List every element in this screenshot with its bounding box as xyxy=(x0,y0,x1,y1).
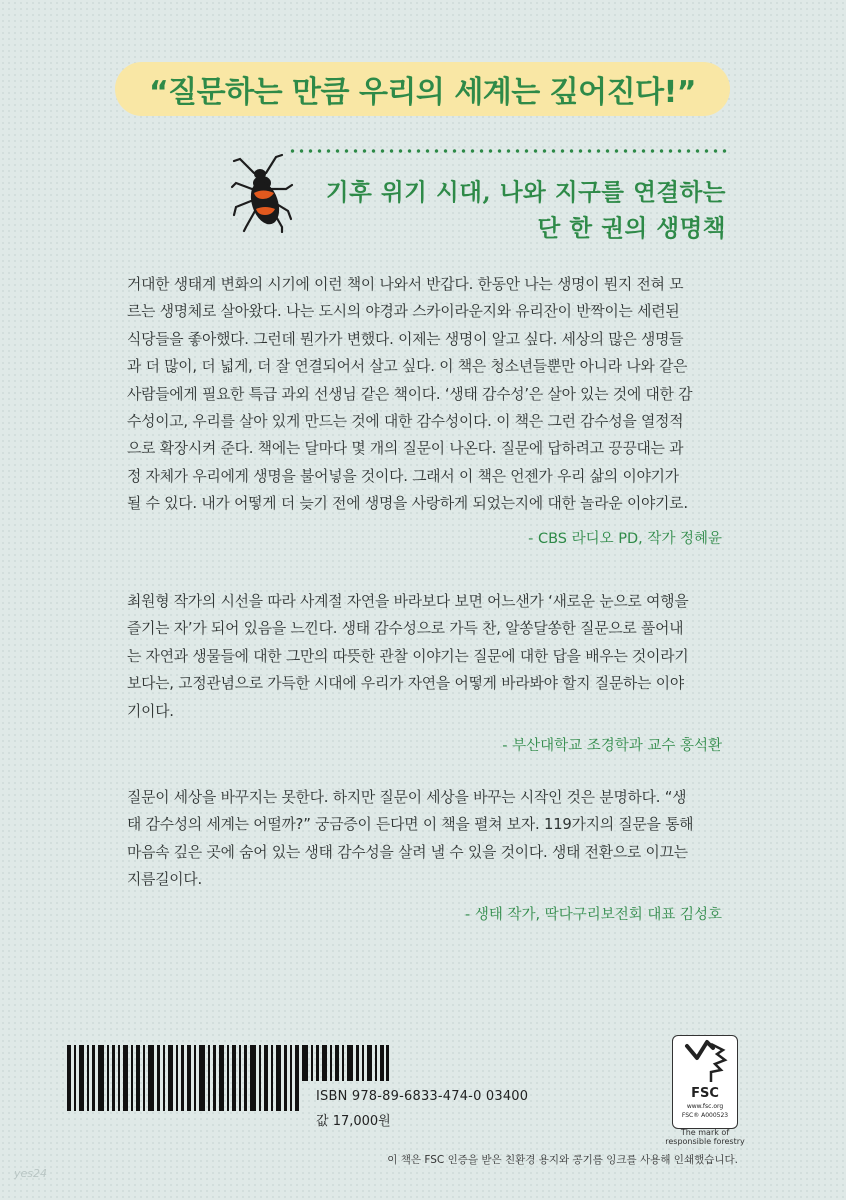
review-line: 태 감수성의 세계는 어떨까?” 궁금증이 든다면 이 책을 펼쳐 보자. 119가지의 질문을 통해 xyxy=(127,816,694,834)
review-line: 질문이 세상을 바꾸지는 못한다. 하지만 질문이 세상을 바꾸는 시작인 것은 분명하다. “생 xyxy=(127,789,687,806)
review-line: 과 더 많이, 더 넓게, 더 잘 연결되어서 살고 싶다. 이 책은 청소년들뿐만 아니라 나와 같은 xyxy=(127,358,688,376)
review-3-body xyxy=(127,784,723,894)
fsc-logo xyxy=(672,1035,738,1129)
review-line: 수성이고, 우리를 살아 있게 만드는 것에 대한 감수성이다. 이 책은 그런 감수성을 열정적 xyxy=(127,413,684,431)
fsc-tree-icon xyxy=(673,1036,737,1088)
review-line: 르는 생명체로 살아왔다. 나는 도시의 야경과 스카이라운지와 유리잔이 반짝이는 세련된 xyxy=(127,303,680,321)
dotted-divider xyxy=(288,149,728,153)
review-line: 거대한 생태계 변화의 시기에 이런 책이 나와서 반갑다. 한동안 나는 생명이 뭔지 전혀 모 xyxy=(127,276,684,293)
quote-text: “질문하는 만큼 우리의 세계는 깊어진다!” xyxy=(148,75,697,110)
quote-banner xyxy=(115,62,730,116)
footer-note: 이 책은 FSC 인증을 받은 친환경 용지와 콩기름 잉크를 사용해 인쇄했습니다. xyxy=(387,1154,738,1166)
review-1-attribution: - CBS 라디오 PD, 작가 정혜윤 xyxy=(528,531,722,547)
subheading xyxy=(326,174,726,246)
review-line: 기이다. xyxy=(127,702,174,720)
fsc-caption-line-1: The mark of xyxy=(680,1128,730,1137)
review-line: 지름길이다. xyxy=(127,871,202,889)
review-line: 최원형 작가의 시선을 따라 사계절 자연을 바라보다 보면 어느샌가 ‘새로운 눈으로 여행을 xyxy=(127,593,689,610)
review-line: 사람들에게 필요한 특급 과외 선생님 같은 책이다. ‘생태 감수성’은 살아 있는 것에 대한 감 xyxy=(127,385,693,403)
review-1-body xyxy=(127,271,723,518)
isbn-text: ISBN 978-89-6833-474-0 03400 xyxy=(316,1089,529,1104)
fsc-caption xyxy=(660,1128,750,1146)
beetle-icon xyxy=(230,153,294,233)
review-line: 으로 확장시켜 준다. 책에는 달마다 몇 개의 질문이 나온다. 질문에 답하려고 끙끙대는 과 xyxy=(127,440,684,458)
subheading-line-2: 단 한 권의 생명책 xyxy=(537,214,726,242)
review-line: 는 자연과 생물들에 대한 그만의 따뜻한 관찰 이야기는 질문에 대한 답을 배우는 것이라기 xyxy=(127,647,689,665)
review-line: 마음속 깊은 곳에 숨어 있는 생태 감수성을 살려 낼 수 있을 것이다. 생태 전환으로 이끄는 xyxy=(127,843,688,861)
subheading-line-1: 기후 위기 시대, 나와 지구를 연결하는 xyxy=(325,178,726,206)
review-line: 정 자체가 우리에게 생명을 불어넣을 것이다. 그래서 이 책은 언젠가 우리 삶의 이야기가 xyxy=(127,467,679,485)
review-2-body xyxy=(127,588,723,725)
fsc-caption-line-2: responsible forestry xyxy=(665,1137,745,1146)
review-3-attribution: - 생태 작가, 딱다구리보전회 대표 김성호 xyxy=(465,907,722,923)
review-2-attribution: - 부산대학교 조경학과 교수 홍석환 xyxy=(502,738,722,754)
review-line: 식당들을 좋아했다. 그런데 뭔가가 변했다. 이제는 생명이 알고 싶다. 세상의 많은 생명들 xyxy=(127,330,684,348)
fsc-code: FSC® A000523 xyxy=(681,1112,729,1119)
review-line: 보다는, 고정관념으로 가득한 시대에 우리가 자연을 어떻게 바라봐야 할지 질문하는 이야 xyxy=(127,675,684,693)
fsc-logo-text: FSC xyxy=(691,1086,719,1101)
review-line: 즐기는 자’가 되어 있음을 느낀다. 생태 감수성으로 가득 찬, 알쏭달쏭한 질문으로 풀어내 xyxy=(127,620,684,638)
watermark: yes24 xyxy=(14,1167,48,1180)
review-line: 될 수 있다. 내가 어떻게 더 늦기 전에 생명을 사랑하게 되었는지에 대한 놀라운 이야기로. xyxy=(127,495,688,513)
fsc-url: www.fsc.org xyxy=(686,1103,724,1110)
price-text: 값 17,000원 xyxy=(316,1114,391,1129)
